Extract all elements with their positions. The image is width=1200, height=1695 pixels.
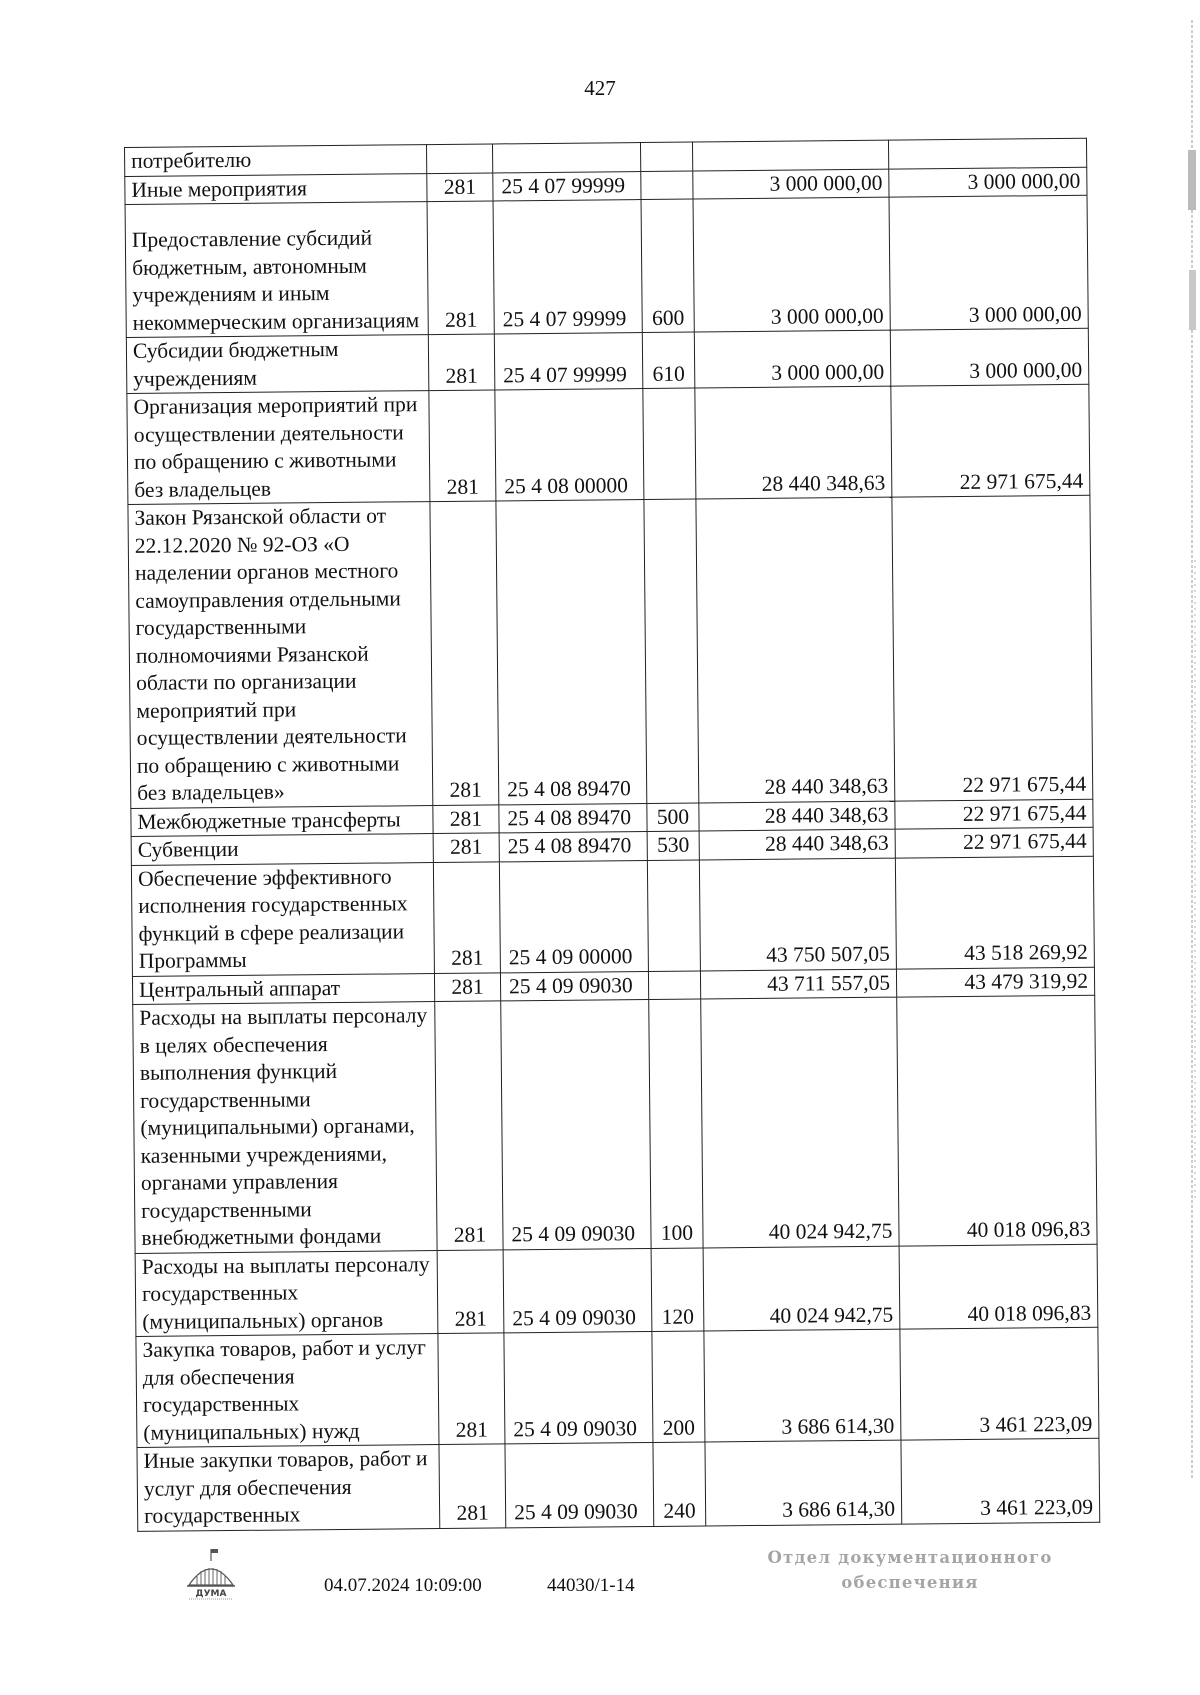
department-stamp	[760, 1545, 1060, 1595]
cell-ved: 281	[438, 1333, 505, 1445]
cell-name: потребителю	[125, 145, 427, 176]
cell-ved: 281	[434, 972, 500, 1001]
cell-sum-2024: 28 440 348,63	[696, 497, 895, 802]
cell-sum-2025: 22 971 675,44	[892, 495, 1093, 800]
cell-vr: 100	[649, 999, 703, 1248]
cell-ved: 281	[437, 1249, 504, 1333]
cell-sum-2025: 40 018 096,83	[899, 1244, 1098, 1329]
cell-vr: 610	[642, 332, 695, 388]
cell-name: Закупка товаров, работ и услуг для обеспечения государственных (муниципальных) нужд	[136, 1334, 439, 1448]
cell-name: Обеспечение эффективного исполнения государственных функций в сфере реализации Программы	[131, 862, 434, 976]
cell-csr: 25 4 08 89470	[499, 832, 647, 862]
cell-csr: 25 4 09 09030	[504, 1331, 653, 1443]
cell-sum-2025: 3 000 000,00	[890, 328, 1089, 386]
duma-logo	[183, 1545, 239, 1601]
cell-ved: 281	[433, 804, 499, 833]
stamp-line-1: Отдел документационного	[767, 1548, 1053, 1567]
cell-csr: 25 4 08 00000	[495, 389, 644, 501]
cell-name: Иные мероприятия	[125, 173, 427, 204]
cell-ved: 281	[430, 501, 499, 805]
cell-sum-2024: 3 686 614,30	[705, 1440, 902, 1525]
cell-ved: 281	[429, 390, 496, 502]
cell-sum-2024: 3 000 000,00	[694, 330, 891, 388]
table-row	[125, 195, 1088, 337]
cell-sum-2025: 40 018 096,83	[897, 995, 1097, 1245]
cell-csr: 25 4 07 99999	[493, 171, 641, 201]
cell-sum-2025: 43 479 319,92	[896, 967, 1094, 997]
cell-csr	[492, 143, 640, 173]
cell-sum-2024: 28 440 348,63	[695, 386, 892, 499]
cell-name: Иные закупки товаров, работ и услуг для обеспечения государственных	[137, 1445, 440, 1531]
cell-sum-2025: 3 461 223,09	[901, 1438, 1100, 1523]
cell-csr: 25 4 07 99999	[494, 333, 643, 390]
cell-vr: 240	[653, 1442, 706, 1526]
footer-datetime: 04.07.2024 10:09:00	[324, 1575, 482, 1596]
cell-sum-2024: 3 000 000,00	[693, 169, 889, 199]
cell-csr: 25 4 09 09030	[505, 1442, 654, 1527]
cell-ved	[426, 144, 492, 173]
cell-csr: 25 4 09 09030	[503, 1248, 652, 1333]
table-row	[128, 495, 1093, 808]
cell-sum-2025: 3 000 000,00	[889, 167, 1087, 197]
cell-ved: 281	[439, 1444, 506, 1528]
cell-vr	[641, 171, 693, 200]
cell-name: Расходы на выплаты персоналу государственных (муниципальных) органов	[135, 1250, 438, 1336]
cell-name: Организация мероприятий при осуществлении деятельности по обращению с животными без владельцев	[127, 391, 430, 505]
cell-sum-2024: 43 750 507,05	[699, 858, 896, 971]
scan-edge-artifact	[1186, 0, 1198, 1695]
cell-ved: 281	[428, 334, 495, 391]
cell-sum-2025: 43 518 269,92	[895, 856, 1094, 969]
cell-sum-2025	[888, 138, 1086, 168]
cell-ved: 281	[435, 1001, 503, 1250]
cell-sum-2024: 3 000 000,00	[693, 197, 890, 332]
table-row	[137, 1438, 1100, 1531]
cell-sum-2025: 22 971 675,44	[891, 384, 1090, 497]
table-row	[126, 328, 1088, 393]
cell-ved: 281	[433, 833, 499, 862]
cell-ved: 281	[427, 172, 493, 201]
budget-table	[124, 138, 1100, 1532]
table-row	[127, 384, 1090, 504]
cell-vr	[647, 860, 700, 971]
cell-name: Субвенции	[131, 834, 433, 865]
cell-sum-2025: 3 000 000,00	[889, 195, 1088, 330]
cell-name: Межбюджетные трансферты	[131, 805, 433, 836]
cell-vr: 530	[647, 831, 699, 860]
table-row	[133, 995, 1097, 1253]
cell-csr: 25 4 09 09030	[501, 1000, 651, 1250]
cell-csr: 25 4 08 89470	[496, 500, 647, 805]
cell-name: Закон Рязанской области от 22.12.2020 № 92-ОЗ «О наделении органов местного самоуправления отдельными государственными полномочиями Рязанской области по организации мероприятий при осуществлении деятельности по обращению с животными без владельцев»	[128, 502, 433, 808]
cell-sum-2024: 40 024 942,75	[703, 1246, 900, 1331]
cell-name: Центральный аппарат	[132, 973, 434, 1004]
cell-ved: 281	[433, 861, 500, 973]
cell-sum-2025: 22 971 675,44	[895, 827, 1093, 857]
stamp-line-2: обеспечения	[841, 1573, 979, 1592]
cell-vr: 600	[641, 199, 694, 332]
cell-sum-2024: 3 686 614,30	[704, 1329, 901, 1442]
cell-sum-2024: 43 711 557,05	[700, 969, 896, 999]
cell-ved: 281	[427, 201, 494, 335]
cell-vr: 120	[651, 1247, 704, 1331]
cell-sum-2024	[692, 140, 888, 170]
cell-csr: 25 4 08 89470	[499, 803, 647, 833]
cell-vr	[644, 499, 699, 803]
cell-vr: 200	[652, 1331, 705, 1442]
cell-csr: 25 4 07 99999	[493, 200, 642, 334]
cell-name: Субсидии бюджетным учреждениям	[126, 335, 429, 394]
cell-vr	[643, 388, 696, 499]
cell-vr: 500	[647, 803, 699, 832]
cell-sum-2024: 28 440 348,63	[699, 829, 895, 859]
table-row	[135, 1244, 1098, 1337]
page-number: 427	[584, 76, 616, 100]
cell-vr	[648, 971, 700, 1000]
table-row	[131, 856, 1094, 976]
table-row	[136, 1327, 1099, 1447]
cell-sum-2024: 40 024 942,75	[701, 997, 899, 1247]
cell-sum-2025: 3 461 223,09	[900, 1327, 1099, 1440]
cell-name: Расходы на выплаты персоналу в целях обеспечения выполнения функций государственными (муниципальными) органами, казенными учреждениями, органами управления государственными внебюджетными фондами	[133, 1002, 437, 1253]
svg-text:ДУМА: ДУМА	[195, 1589, 227, 1599]
footer-doc-number: 44030/1-14	[547, 1575, 635, 1596]
cell-name: Предоставление субсидий бюджетным, автономным учреждениям и иным некоммерческим организациям	[125, 202, 428, 338]
cell-csr: 25 4 09 00000	[499, 860, 648, 972]
cell-vr	[640, 142, 692, 171]
cell-sum-2024: 28 440 348,63	[699, 801, 895, 831]
cell-sum-2025: 22 971 675,44	[895, 799, 1093, 829]
cell-csr: 25 4 09 09030	[500, 971, 648, 1001]
